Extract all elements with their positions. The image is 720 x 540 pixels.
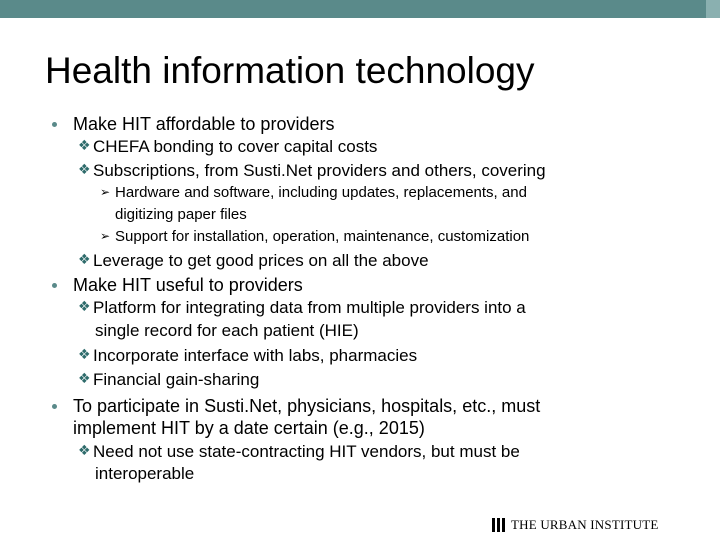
arrow-bullet-icon: ➢	[100, 229, 111, 243]
bullet-text: Make HIT affordable to providers	[73, 114, 335, 134]
bullet-text: Support for installation, operation, maintenance, customization	[115, 228, 530, 245]
diamond-bullet-icon: ❖	[78, 138, 91, 154]
round-bullet-icon	[52, 283, 57, 288]
arrow-bullet-icon: ➢	[100, 185, 111, 199]
top-accent-bar	[0, 0, 720, 18]
diamond-bullet-icon: ❖	[78, 299, 91, 315]
diamond-bullet-icon: ❖	[78, 162, 91, 178]
diamond-bullet-icon: ❖	[78, 443, 91, 459]
logo-text: THE URBAN INSTITUTE	[511, 517, 659, 532]
bullet-text: Leverage to get good prices on all the above	[93, 251, 429, 270]
bullet-text: single record for each patient (HIE)	[95, 321, 359, 340]
bullet-text: Hardware and software, including updates, replacements, and	[115, 184, 527, 201]
diamond-bullet-icon: ❖	[78, 252, 91, 268]
round-bullet-icon	[52, 404, 57, 409]
round-bullet-icon	[52, 122, 57, 127]
bullet-text: Platform for integrating data from multiple providers into a	[93, 298, 526, 317]
building-columns-icon	[492, 518, 506, 532]
bullet-text: implement HIT by a date certain (e.g., 2015)	[73, 418, 425, 438]
bullet-text: Need not use state-contracting HIT vendors, but must be	[93, 442, 520, 461]
bullet-text: Subscriptions, from Susti.Net providers and others, covering	[93, 161, 546, 180]
bullet-text: Financial gain-sharing	[93, 370, 260, 389]
bullet-text: To participate in Susti.Net, physicians, hospitals, etc., must	[73, 396, 541, 416]
bullet-text: Incorporate interface with labs, pharmacies	[93, 346, 418, 365]
top-bar-corner	[706, 0, 720, 18]
diamond-bullet-icon: ❖	[78, 371, 91, 387]
slide-title: Health information technology	[45, 50, 535, 91]
bullet-text: digitizing paper files	[115, 206, 247, 223]
bullet-text: Make HIT useful to providers	[73, 275, 303, 295]
bullet-text: interoperable	[95, 464, 195, 483]
bullet-text: CHEFA bonding to cover capital costs	[93, 137, 378, 156]
diamond-bullet-icon: ❖	[78, 347, 91, 363]
urban-institute-logo	[492, 517, 659, 533]
